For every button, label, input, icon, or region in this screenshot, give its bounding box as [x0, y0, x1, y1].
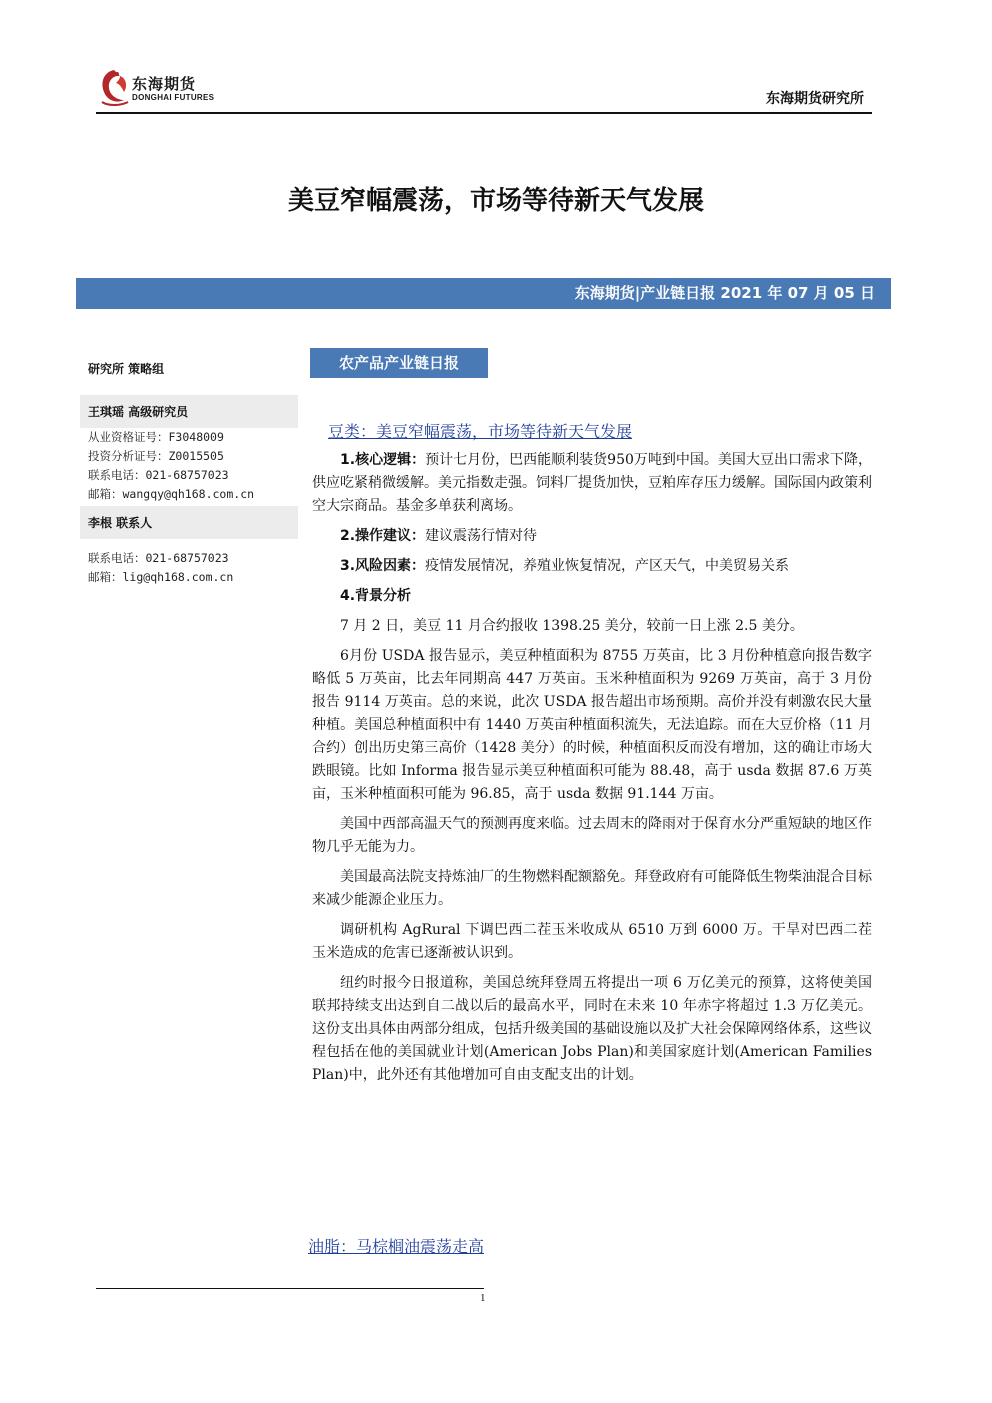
- company-logo: [98, 66, 238, 110]
- footer-divider: [96, 1288, 484, 1289]
- analyst2-email[interactable]: 邮箱：lig@qh168.com.cn: [88, 570, 234, 584]
- section-tag: 农产品产业链日报: [310, 348, 488, 378]
- advice-paragraph: [312, 525, 872, 548]
- dragon-logo-icon: [98, 66, 130, 108]
- page-number: 1: [480, 1292, 486, 1304]
- analyst1-line: 从业资格证号：F3048009: [88, 430, 224, 444]
- analyst-sidebar: [80, 352, 298, 587]
- analyst1-name: 王琪瑶 高级研究员: [80, 395, 298, 428]
- risk-text: 疫情发展情况，养殖业恢复情况，产区天气，中美贸易关系: [425, 558, 790, 574]
- analyst1-email[interactable]: 邮箱：wangqy@qh168.com.cn: [88, 487, 255, 501]
- analyst2-line: 联系电话：021-68757023: [88, 551, 229, 565]
- logo-english-text: DONGHAI FUTURES: [132, 93, 215, 102]
- core-logic-text: 预计七月份，巴西能顺利装货950万吨到中国。美国大豆出口需求下降，供应吃紧稍微缓解。美元指数走强。饲料厂提货加快，豆粕库存压力缓解。国际国内政策利空大宗商品。基金多单获利离场。: [312, 452, 872, 514]
- sidebar-group: 研究所 策略组: [88, 362, 165, 376]
- analyst1-line: 投资分析证号：Z0015505: [88, 449, 224, 463]
- page-title: 美豆窄幅震荡，市场等待新天气发展: [287, 186, 704, 216]
- core-logic-paragraph: [312, 449, 872, 518]
- analyst2-name: 李根 联系人: [80, 506, 298, 539]
- report-body: [312, 420, 872, 1094]
- background-paragraph: 7 月 2 日，美豆 11 月合约报收 1398.25 美分，较前一日上涨 2.5 美分。: [340, 618, 804, 634]
- background-paragraph: 调研机构 AgRural 下调巴西二茬玉米收成从 6510 万到 6000 万。干旱对巴西二茬玉米造成的危害已逐渐被认识到。: [312, 922, 872, 961]
- background-paragraph: 6月份 USDA 报告显示，美豆种植面积为 8755 万英亩，比 3 月份种植意向报告数字略低 5 万英亩，比去年同期高 447 万英亩。玉米种植面积为 9269 万英亩，高于 3 月份报告 9114 万英亩。总的来说，此次 USDA 报告超出市场预期。高价并没有刺激农民大量种植。美国总种植面积中有 1440 万英亩种植面积流失，无法追踪。而在大豆价格（11 月合约）创出历史第三高价（1428 美分）的时候，种植面积反而没有增加，这的确让市场大跌眼镜。比如 Informa 报告显示美豆种植面积可能为 88.48，高于 usda 数据 87.6 万英亩，玉米种植面积可能为 96.85，高于 usda 数据 91.144 万亩。: [312, 648, 872, 802]
- institute-name: 东海期货研究所: [766, 91, 864, 107]
- advice-text: 建议震荡行情对待: [425, 528, 538, 544]
- logo-chinese-text: 东海期货: [132, 75, 197, 93]
- background-paragraph: 美国最高法院支持炼油厂的生物燃料配额豁免。拜登政府有可能降低生物柴油混合目标来减少能源企业压力。: [312, 869, 872, 908]
- risk-label: 3.风险因素：: [340, 558, 426, 574]
- section1-title-link[interactable]: 豆类：美豆窄幅震荡，市场等待新天气发展: [328, 422, 633, 441]
- report-date-banner: 东海期货|产业链日报 2021 年 07 月 05 日: [76, 278, 891, 309]
- background-heading: 4.背景分析: [340, 588, 412, 604]
- background-paragraph: 美国中西部高温天气的预测再度来临。过去周末的降雨对于保育水分严重短缺的地区作物几乎无能为力。: [312, 816, 872, 855]
- advice-label: 2.操作建议：: [340, 528, 426, 544]
- risk-paragraph: [312, 555, 872, 578]
- background-paragraph: 纽约时报今日报道称，美国总统拜登周五将提出一项 6 万亿美元的预算，这将使美国联邦持续支出达到自二战以后的最高水平，同时在未来 10 年赤字将超过 1.3 万亿美元。这份支出具体由两部分组成，包括升级美国的基础设施以及扩大社会保障网络体系，这些议程包括在他的美国就业计划(American Jobs Plan)和美国家庭计划(American Families Plan)中，此外还有其他增加可自由支配支出的计划。: [312, 975, 872, 1083]
- header-divider: [96, 112, 872, 114]
- analyst1-line: 联系电话：021-68757023: [88, 468, 229, 482]
- section2-title-link[interactable]: 油脂：马棕榈油震荡走高: [308, 1237, 485, 1256]
- core-logic-label: 1.核心逻辑：: [340, 452, 426, 468]
